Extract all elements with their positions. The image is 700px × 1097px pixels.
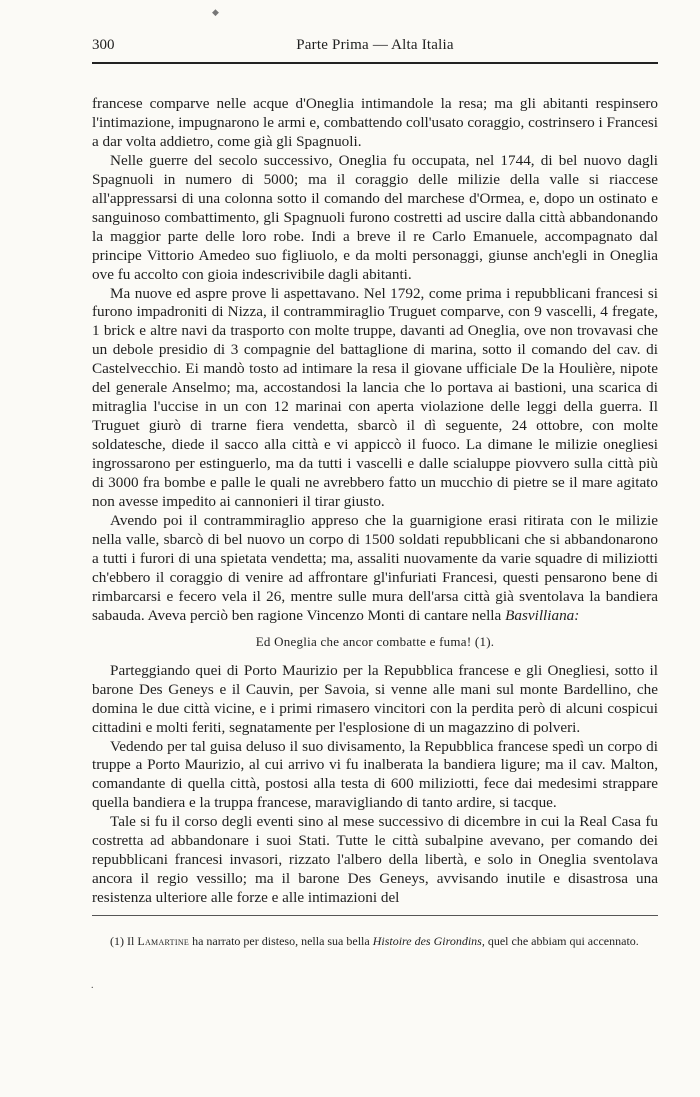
- running-title: Parte Prima — Alta Italia: [296, 37, 454, 53]
- paragraph: Parteggiando quei di Porto Maurizio per la Repubblica francese e gli Onegliesi, sotto il barone Des Geneys e il Cauvin, per Savoia, si venne alle mani sul monte Bardellino, che domina le due città vicine, e i primi rimasero vincitori con la perdita però di alcuni cospicui cittadini e molti feriti, segnatamente per l'esplosione di un magazzino di polveri.: [92, 661, 658, 736]
- footnote-book-title: Histoire des Girondins,: [372, 934, 485, 948]
- footnote-text: ha narrato per disteso, nella sua bella: [189, 934, 373, 948]
- poem-title: Basvilliana:: [505, 606, 580, 624]
- paragraph: francese comparve nelle acque d'Oneglia intimandole la resa; ma gli abitanti respinsero l'intimazione, impugnarono le armi e, combattendo coll'usato coraggio, costrinsero i Francesi a dar volta addietro, come già gli Spagnuoli.: [92, 95, 658, 150]
- footnote-author: Lamartine: [137, 934, 190, 948]
- small-print-mark: .: [91, 980, 94, 991]
- header-rule: [92, 62, 658, 64]
- paragraph-with-poem-reference: [92, 512, 658, 626]
- paragraph: Ma nuove ed aspre prove li aspettavano. Nel 1792, come prima i repubblicani francesi si furono impadroniti di Nizza, il contrammiraglio Truguet comparve, con 9 vascelli, 4 fregate, 1 brick e altre navi da trasporto con molte truppe, davanti ad Oneglia, ove non trovavasi che un debole presidio di 3 compagnie del battaglione di marina, sotto il comando del cav. di Castelvecchio. Ei mandò tosto ad intimare la resa il giovane ufficiale De la Houlière, nipote del generale Anselmo; ma, accostandosi la lancia che lo portava ai bastioni, una scarica di mitraglia l'uccise in un con 12 marinai con aperta violazione delle leggi della guerra. Il Truguet giurò di trarne fiera vendetta, sbarcò il dì seguente, 24 ottobre, con molte soldatesche, diede il sacco alla città e vi appiccò il fuoco. La dimane le milizie onegliesi ingrossarono per estinguerlo, ma da tutti i vascelli e dalle scialuppe piovvero sulla città più di 3000 fra bombe e palle le quali ne avrebbero fatto un mucchio di pietre se il mare agitato non avesse impedito ai cannonieri il tirar giusto.: [92, 284, 658, 511]
- footnote: [92, 933, 658, 949]
- footnote-marker: (1) Il: [110, 934, 135, 948]
- quoted-verse: Ed Oneglia che ancor combatte e fuma! (1).: [255, 633, 495, 649]
- main-text: [92, 95, 658, 908]
- page-header: [92, 34, 658, 56]
- page-number: 300: [92, 37, 115, 53]
- paragraph: Tale si fu il corso degli eventi sino al mese successivo di dicembre in cui la Real Casa fu costretta ad abbandonare i suoi Stati. Tutte le città subalpine avevano, per comando dei repubblicani francesi invasori, rizzato l'albero della libertà, e solo in Oneglia sventolava ancora il regio vessillo; ma il barone Des Geneys, avvisando inutile e disastrosa una resistenza ulteriore alle forze e alle intimazioni del: [92, 813, 658, 907]
- stray-print-mark: ◆: [212, 7, 219, 17]
- paragraph: Nelle guerre del secolo successivo, Oneglia fu occupata, nel 1744, di bel nuovo dagli Spagnuoli in numero di 5000; ma il coraggio delle milizie della valle si riaccese all'appressarsi di una colonna sotto il comando del marchese d'Ormea, e, dopo un ostinato e sanguinoso combattimento, gli Spagnuoli furono costretti ad uscire dalla città abbandonando la maggior parte delle loro robe. Indi a breve il re Carlo Emanuele, accompagnato dal principe Vittorio Amedeo suo figliuolo, e da molti personaggi, giunse anch'egli in Oneglia ove fu accolto con gioia indescrivibile dagli abitanti.: [92, 151, 658, 283]
- paragraph-text: Avendo poi il contrammiraglio appreso che la guarnigione erasi ritirata con le milizie nella valle, sbarcò di bel nuovo un corpo di 1500 soldati repubblicani che si abbandonarono a tutti i furori di una spietata vendetta; ma, assaliti nuovamente da varie squadre di miliziotti ch'ebbero il coraggio di venire ad affrontare gl'infuriati Francesi, questi pensarono bene di rimbarcarsi e fecero vela il 26, mentre sulle mura dell'arsa città già sventolava la bandiera sabauda. Aveva perciò ben ragione Vincenzo Monti di cantare nella: [92, 511, 658, 624]
- footnote-rule: [92, 915, 658, 916]
- footnote-text-ending: quel che abbiam qui accennato.: [484, 934, 639, 948]
- paragraph: Vedendo per tal guisa deluso il suo divisamento, la Repubblica francese spedì un corpo di truppe a Porto Maurizio, al cui arrivo vi fu inalberata la bandiera ligure; ma il cav. Malton, comandante di quella città, postosi alla testa di 600 miliziotti, fece dai medesimi strappare quella bandiera e la truppa francese, maravigliando di tanto ardire, si tacque.: [92, 737, 658, 812]
